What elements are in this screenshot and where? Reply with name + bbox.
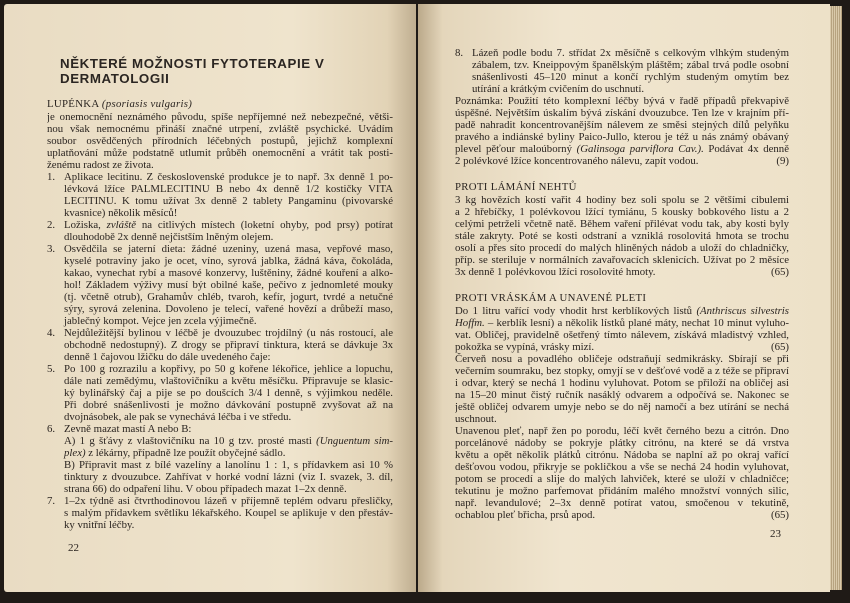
text-segment: pokožka se vypíná, vrásky mizí. [455, 341, 595, 353]
text-line [64, 363, 393, 375]
text-segment: snášenlivosti 45–120 minut a končí rychlým studeným omytím bez [472, 71, 789, 83]
text-segment: utírání a krátkým cvičením do uschnutí. [472, 83, 645, 95]
text-line [64, 279, 393, 291]
text-line [455, 218, 789, 230]
text-line [455, 131, 789, 143]
text-segment: s malým přídavkem světlíku lékařského. Koupel se aplikuje v den přestáv- [64, 507, 393, 519]
text-segment: dvojnásobek, ale pak se vynechává léčba i ve středu. [64, 411, 292, 423]
text-segment: vat. Obličej, pravidelně ošetřený tímto nálevem, získává mladistvý vzhled, [455, 329, 789, 341]
text-segment: na citlivých místech (loketní ohyby, pod prsy) potírat [136, 219, 393, 231]
text-segment: PROTI VRÁSKÁM A UNAVENÉ PLETI [455, 292, 647, 304]
text-line [64, 351, 393, 363]
text-line [455, 155, 789, 167]
text-line [47, 159, 393, 171]
text-line [455, 485, 789, 497]
right-page [418, 4, 830, 592]
section-heading [47, 98, 393, 110]
text-segment: celými petrželi včetně natě. Během vaření přilévat vodu tak, aby kosti byly [455, 218, 789, 230]
text-segment: hol! Základem výživy musí být obilné kaše, pečivo z jednomleté mouky [64, 279, 393, 291]
text-line [455, 341, 789, 353]
text-line [64, 459, 393, 471]
text-line [455, 425, 789, 437]
source-reference: (65) [771, 509, 789, 521]
text-line [64, 183, 393, 195]
text-line [455, 206, 789, 218]
text-line [455, 242, 789, 254]
text-segment: Červeň nosu a povadlého obličeje odstraňují sedmikrásky. Sbírají se při [455, 353, 789, 365]
text-line [455, 194, 789, 206]
text-line [455, 95, 789, 107]
right-page-text [455, 47, 789, 521]
italic-text: (Galinsoga parviflora Cav.). [576, 143, 704, 155]
text-segment: osolí a přes síto procedí do malých hliněných nádob a uloží do chladničky, [455, 242, 789, 254]
text-segment: dlouhodobě 2x denně nejčistším lněným olejem. [64, 231, 274, 243]
text-line [455, 119, 789, 131]
text-segment: ženému radost ze života. [47, 159, 154, 171]
item-number: 5. [47, 363, 56, 375]
text-segment: ještě obličej odvarem umyje nebo se do něj namočí a bez utírání se nechá [455, 401, 789, 413]
text-line [64, 435, 393, 447]
text-segment: je onemocnění neznámého původu, spíše nepříjemné než nebezpečné, větši- [47, 111, 393, 123]
text-segment: 3x denně 1 polévkovou lžíci rosolovité hmoty. [455, 266, 656, 278]
item-number: 1. [47, 171, 56, 183]
text-line [64, 171, 393, 183]
text-line [455, 266, 789, 278]
paragraph [455, 194, 789, 278]
text-segment: kvasnice) několik měsíců! [64, 207, 178, 219]
text-segment: Ložiska, [64, 219, 107, 231]
text-segment: tekutinu je možno parfemovat přidáním malého množství vonných silic, [455, 485, 789, 497]
text-segment: Osvědčila se jaterní dieta: žádné uzeniny, uzená masa, vepřové maso, [64, 243, 393, 255]
item-number: 4. [47, 327, 56, 339]
text-line [47, 98, 393, 110]
text-line [47, 111, 393, 123]
text-line [64, 483, 393, 495]
text-segment: 2 polévkové lžíce koncentrovaného nálevu, zapít vodou. [455, 155, 699, 167]
text-segment: 3 kg hovězích kostí vařit 4 hodiny bez soli spolu se 2 většími cibulemi [455, 194, 789, 206]
text-segment: nou však nemocnému přináší značné utrpení, zvláště psychické. Uvádím [47, 123, 393, 135]
text-line [64, 243, 393, 255]
text-segment: stále zakryty. Poté se kosti odstraní a vzniklá rosolovitá hmota se trochu [455, 230, 789, 242]
text-line [455, 473, 789, 485]
italic-text: Hoffm. [455, 317, 485, 329]
text-line [64, 507, 393, 519]
text-line [455, 389, 789, 401]
text-segment: obchodně nedostupný). Z drogy se připraví tinktura, která se dávkuje 3x [64, 339, 393, 351]
numbered-item [47, 423, 393, 495]
numbered-item [47, 495, 393, 531]
text-line [455, 254, 789, 266]
source-reference: (65) [771, 266, 789, 278]
text-line [455, 461, 789, 473]
italic-text: (Anthriscus silvestris [696, 305, 789, 317]
text-line [455, 401, 789, 413]
text-segment: večerním soumraku, bez stopky, omyjí se v dešťové vodě a z téže se připraví [455, 365, 789, 377]
page-number-left: 22 [68, 542, 79, 554]
text-line [455, 365, 789, 377]
text-segment: ký bylinářský čaj a pije se po doušcích 3/4 l denně, s výjimkou neděle. [64, 387, 393, 399]
text-line [47, 147, 393, 159]
text-line [64, 387, 393, 399]
text-segment: B) Připravit mast z bílé vazelíny a lanolínu 1 : 1, s přídavkem asi 10 % [64, 459, 393, 471]
text-line [455, 107, 789, 119]
text-line [455, 317, 789, 329]
text-segment: Při dobré snášenlivosti je možno dávkování postupně zvyšovat až na [64, 399, 393, 411]
text-line [455, 353, 789, 365]
text-segment: Podávat 4x denně [703, 143, 789, 155]
text-line [64, 411, 393, 423]
text-segment: LUPÉNKA [47, 98, 102, 110]
text-line [455, 329, 789, 341]
text-segment: kakao, vynechat rybí a masové konzervy, luštěniny, žádné kouření a alko- [64, 267, 393, 279]
text-line [64, 471, 393, 483]
italic-text: plex) [64, 447, 86, 459]
text-line [64, 447, 393, 459]
text-segment: Lázeň podle bodu 7. střídat 2x měsíčně s celkovým vlhkým studeným [472, 47, 789, 59]
text-line [455, 230, 789, 242]
text-line [455, 413, 789, 425]
text-segment: (tj. včetně otrub), Grahamův chléb, tvaroh, kefír, jogurt, tvrdé a netučné [64, 291, 393, 303]
source-reference: (65) [771, 341, 789, 353]
paragraph [47, 111, 393, 171]
text-line [47, 135, 393, 147]
numbered-item [47, 363, 393, 423]
text-segment: plevel pěťour maloúborný [455, 143, 577, 155]
text-line [64, 495, 393, 507]
source-reference: (9) [776, 155, 789, 167]
numbered-item [47, 243, 393, 327]
text-line [455, 509, 789, 521]
text-segment: dále nati zemědýmu, vlaštovičníku a květu měsíčku. Připravuje se klasic- [64, 375, 393, 387]
text-segment: strana 66) do odpaření lihu. V obou případech mazat 1–2x denně. [64, 483, 347, 495]
text-line [47, 123, 393, 135]
numbered-item [47, 327, 393, 363]
text-line [64, 267, 393, 279]
text-segment: sýry, syrová zelenina. Dovoleno je telecí, vařené hovězí a drůbeží maso, [64, 303, 393, 315]
text-segment: i odvar, který se nechá 1 hodinu vyluhovat. Potom se přiloží na obličej asi [455, 377, 789, 389]
text-line [64, 195, 393, 207]
text-segment: 1–2x týdně asi čtvrthodinovou lázeň v příjemně teplém odvaru přesličky, [64, 495, 393, 507]
text-line [455, 497, 789, 509]
text-segment: pravého a indiánské byliny Paico-Jullo, kterou je též u nás známý obávaný [455, 131, 789, 143]
text-segment: a 2 hřebíčky, 1 polévkovou lžící tymiánu, 5 kousky bobkového listu a 2 [455, 206, 789, 218]
text-segment: potom se procedí a slije do malých lahviček, které se uloží v chladničce; [455, 473, 789, 485]
italic-text: zvláště [106, 219, 137, 231]
item-number: 2. [47, 219, 56, 231]
text-segment: příp. se steriluje v normálních zavařovacích sklenicích. Užívat po 2 měsíce [455, 254, 789, 266]
text-line [64, 423, 393, 435]
page-number-right: 23 [770, 528, 781, 540]
text-line [472, 71, 789, 83]
text-line [64, 375, 393, 387]
text-line [64, 519, 393, 531]
paragraph [455, 425, 789, 521]
text-segment: uplatňování může podstatně utlumit průběh onemocnění a vrátit tak posti- [47, 147, 393, 159]
text-segment: Unavenou pleť, např žen po porodu, léčí květ černého bezu a citrón. Dno [455, 425, 789, 437]
text-segment: ochablou pleť břicha, prsů apod. [455, 509, 596, 521]
text-line [64, 399, 393, 411]
italic-text: (Unguentum sim- [316, 435, 393, 447]
text-segment: Nejdůležitější bylinou v léčbě je dvouzubec trojdílný (u nás rostoucí, ale [64, 327, 393, 339]
text-segment: květu a opět několik plátků citrónu. Nádoba se naplní až po okraj vařící [455, 449, 789, 461]
text-line [64, 303, 393, 315]
paragraph [455, 353, 789, 425]
left-page [4, 4, 416, 592]
text-line [64, 207, 393, 219]
item-number: 7. [47, 495, 56, 507]
item-number: 6. [47, 423, 56, 435]
text-line [64, 231, 393, 243]
text-line [455, 437, 789, 449]
text-segment: z lékárny, případně lze použít obyčejné sádlo. [85, 447, 286, 459]
text-line [455, 181, 789, 193]
text-segment: – kerblík lesní) a několik lístků plané máty, nechat 10 minut vyluho- [484, 317, 789, 329]
text-segment: Do 1 litru vařící vody vhodit hrst kerblíkových listů [455, 305, 697, 317]
text-segment: LECITINU. K tomu užívat 3x denně 2 tablety Pangaminu (pivovarské [64, 195, 393, 207]
text-segment: soubor osvědčených přírodních léčebných postupů, jejichž komplexní [47, 135, 393, 147]
text-segment: zábalem, tzv. Kneippovým španělským pláštěm; zábal trvá podle osobní [472, 59, 789, 71]
text-line [64, 291, 393, 303]
text-line [455, 305, 789, 317]
text-line [472, 59, 789, 71]
text-segment: Zevně mazat mastí A nebo B: [64, 423, 192, 435]
text-line [455, 292, 789, 304]
text-segment: na 15–20 minut čistý ručník nasáklý odvarem a odpočívá se. Nakonec se [455, 389, 789, 401]
text-line [472, 47, 789, 59]
left-page-text [47, 98, 393, 531]
item-number: 8. [455, 47, 464, 59]
text-line [455, 377, 789, 389]
text-segment: Aplikace lecitinu. Z československé produkce je to např. 3x denně 1 po- [64, 171, 393, 183]
page-stack-edge [830, 6, 842, 590]
text-segment: jablečný kompot. Vejce jen zcela výjimečně. [64, 315, 257, 327]
text-segment: kyselé potraviny jako je ocet, víno, syrová jablka, žádná káva, čokoláda, [64, 255, 393, 267]
item-number: 3. [47, 243, 56, 255]
text-segment: denně 1 čajovou lžičku do dále uvedeného čaje: [64, 351, 271, 363]
text-segment: PROTI LÁMÁNÍ NEHTŮ [455, 181, 577, 193]
text-line [64, 339, 393, 351]
text-segment: Poznámka: Použití této komplexní léčby bývá v řadě případů překvapivě [455, 95, 789, 107]
text-line [455, 143, 789, 155]
section-heading [455, 181, 789, 193]
text-segment: padě nahradit koncentrovanějším nálevem ze směsi stejných dílů pelyňku [455, 119, 789, 131]
text-segment: např. levandulové; 2–3x denně potírat vatou, smočenou v tekutině, [455, 497, 789, 509]
text-segment: dešťovou vodou, přikryje se pokličkou a vše se nechá 24 hodin vyluhovat, [455, 461, 789, 473]
text-segment: lévková lžíce PALMLECITINU B nebo 4x denně 1/2 kostičky VITA [64, 183, 393, 195]
text-segment: porcelánové nádoby se pokryje plátky citrónu, na které se dá vrstva [455, 437, 789, 449]
paragraph [455, 305, 789, 353]
text-line [64, 255, 393, 267]
numbered-item [455, 47, 789, 95]
text-line [64, 315, 393, 327]
text-segment: Po 100 g rozrazilu a kopřivy, po 50 g kořene lékořice, jehlice a lopuchu, [64, 363, 393, 375]
section-heading [455, 292, 789, 304]
numbered-item [47, 219, 393, 243]
text-segment: tinktury z dvouzubce. Zahřívat v horké vodní lázni (viz I. svazek, 3. díl, [64, 471, 393, 483]
chapter-title: NĚKTERÉ MOŽNOSTI FYTOTERAPIE V DERMATOLOGII [60, 56, 325, 86]
text-line [64, 219, 393, 231]
paragraph [455, 95, 789, 167]
text-segment: uschnout. [455, 413, 497, 425]
text-segment: úspěšné. Největším úskalím bývá získání dvouzubce. Ten lze v krajním pří- [455, 107, 789, 119]
text-line [455, 449, 789, 461]
text-segment: ky vnitřní léčby. [64, 519, 135, 531]
text-line [64, 327, 393, 339]
italic-text: (psoriasis vulgaris) [101, 98, 193, 110]
numbered-item [47, 171, 393, 219]
text-segment: A) 1 g šťávy z vlaštovičníku na 10 g tzv. prosté masti [64, 435, 317, 447]
text-line [472, 83, 789, 95]
